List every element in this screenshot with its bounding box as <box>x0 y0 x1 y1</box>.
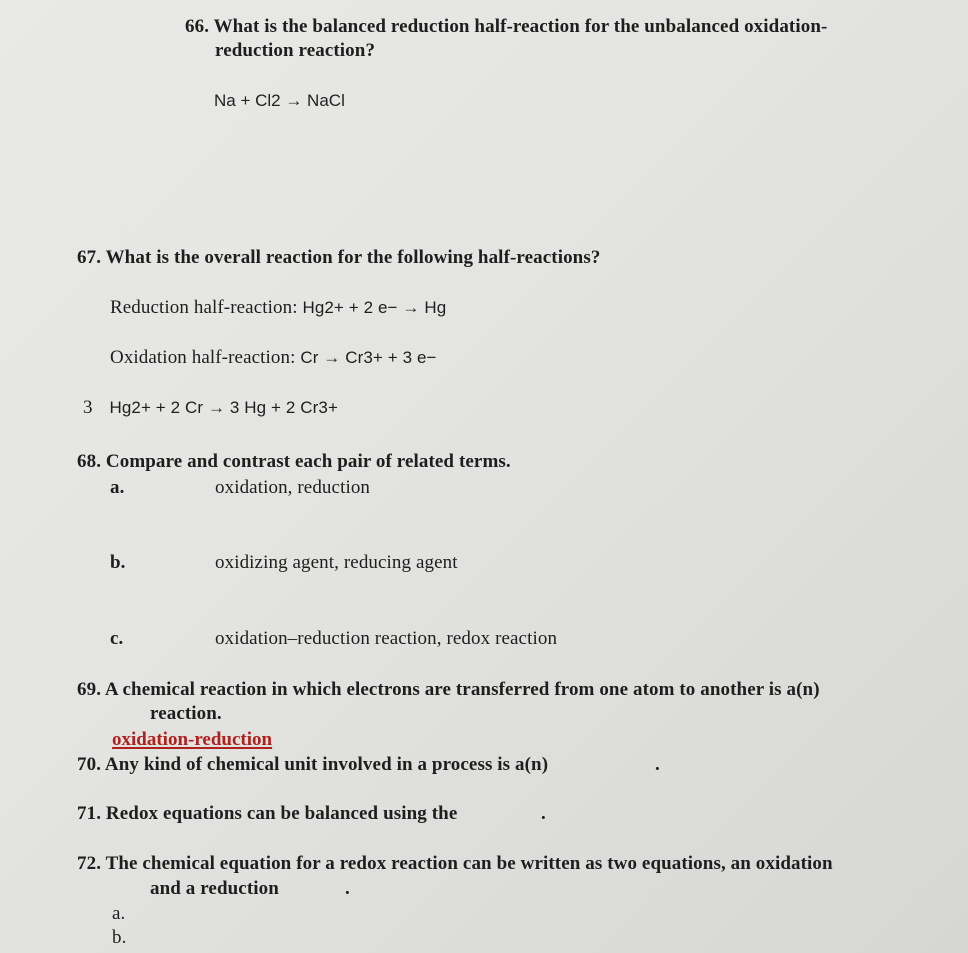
reduction-label: Reduction half-reaction: <box>110 297 298 318</box>
question-number: 72. <box>77 853 102 874</box>
item-68c-text: oxidation–reduction reaction, redox reaction <box>215 628 558 649</box>
question-70 <box>77 753 548 777</box>
question-68 <box>77 450 511 474</box>
question-66-equation: Na + Cl2 → NaCl <box>214 91 345 110</box>
question-number: 66. <box>185 16 210 37</box>
question-text: Compare and contrast each pair of related terms. <box>105 451 511 472</box>
question-66-line1 <box>185 15 827 39</box>
question-text: What is the overall reaction for the following half-reactions? <box>105 247 601 268</box>
overall-reaction-answer <box>83 396 338 420</box>
question-66-line2: reduction reaction? <box>215 40 376 61</box>
item-72a-label: a. <box>112 903 126 924</box>
question-72-period: . <box>345 878 350 899</box>
item-68b-text: oxidizing agent, reducing agent <box>215 552 458 573</box>
question-number: 68. <box>77 451 102 472</box>
question-72-line2: and a reduction <box>150 878 279 899</box>
question-number: 67. <box>77 247 102 268</box>
question-number: 70. <box>77 754 102 775</box>
item-68a-text: oxidation, reduction <box>215 477 371 498</box>
answer-equation: Hg2+ + 2 Cr → 3 Hg + 2 Cr3+ <box>109 398 338 417</box>
item-68b-label: b. <box>110 552 126 573</box>
item-68c-label: c. <box>110 628 124 649</box>
question-71 <box>77 802 457 826</box>
oxidation-equation: Cr → Cr3+ + 3 e− <box>300 348 437 367</box>
question-text: Redox equations can be balanced using the <box>105 803 458 824</box>
question-70-period: . <box>655 754 660 775</box>
question-text: A chemical reaction in which electrons are transferred from one atom to another is a(n) <box>104 679 820 700</box>
item-72b-label: b. <box>112 927 127 948</box>
reduction-half-reaction <box>110 296 446 320</box>
question-71-period: . <box>541 803 546 824</box>
question-69-answer: oxidation-reduction <box>112 729 273 750</box>
question-text: The chemical equation for a redox reaction can be written as two equations, an oxidation <box>105 853 833 874</box>
question-67 <box>77 246 600 270</box>
answer-coefficient: 3 <box>83 397 93 418</box>
oxidation-half-reaction <box>110 346 437 370</box>
item-68a-label: a. <box>110 477 125 498</box>
reduction-equation: Hg2+ + 2 e− → Hg <box>302 298 447 317</box>
question-number: 71. <box>77 803 102 824</box>
question-69-line1 <box>77 678 820 702</box>
oxidation-label: Oxidation half-reaction: <box>110 347 296 368</box>
question-text: What is the balanced reduction half-reaction for the unbalanced oxidation- <box>213 16 828 37</box>
question-text: Any kind of chemical unit involved in a process is a(n) <box>104 754 549 775</box>
question-number: 69. <box>77 679 102 700</box>
question-69-line2: reaction. <box>150 703 222 724</box>
question-72-line1 <box>77 852 833 876</box>
